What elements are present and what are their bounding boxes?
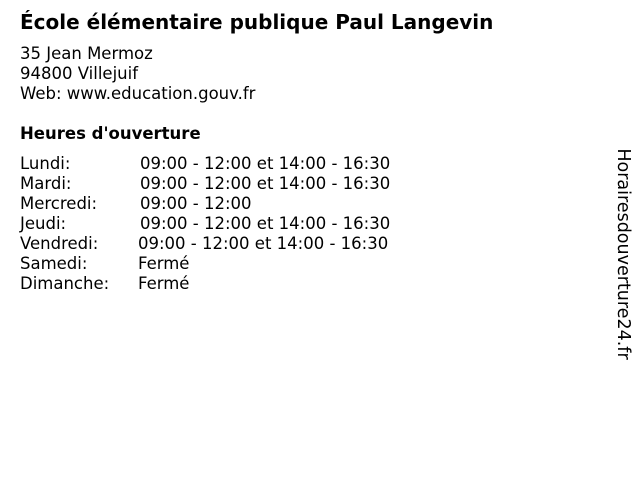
day-label: Lundi: <box>20 154 71 173</box>
time-value: 09:00 - 12:00 et 14:00 - 16:30 <box>140 154 391 173</box>
hours-row-tuesday <box>20 174 440 194</box>
day-label: Mardi: <box>20 174 72 193</box>
hours-row-monday <box>20 154 440 174</box>
hours-row-wednesday <box>20 194 440 214</box>
time-value: 09:00 - 12:00 <box>140 194 252 213</box>
time-value: 09:00 - 12:00 et 14:00 - 16:30 <box>140 214 391 233</box>
opening-hours-heading: Heures d'ouverture <box>20 124 201 143</box>
hours-row-saturday <box>20 254 440 274</box>
address-block <box>20 44 255 104</box>
day-label: Jeudi: <box>20 214 67 233</box>
hours-row-sunday <box>20 274 440 294</box>
day-label: Mercredi: <box>20 194 98 213</box>
time-value: 09:00 - 12:00 et 14:00 - 16:30 <box>138 234 389 253</box>
day-label: Samedi: <box>20 254 88 273</box>
day-label: Vendredi: <box>20 234 99 253</box>
time-value: 09:00 - 12:00 et 14:00 - 16:30 <box>140 174 391 193</box>
time-value: Fermé <box>138 254 190 273</box>
day-label: Dimanche: <box>20 274 110 293</box>
address-city: 94800 Villejuif <box>20 64 138 83</box>
page-title: École élémentaire publique Paul Langevin <box>20 10 494 34</box>
website-link[interactable]: Web: www.education.gouv.fr <box>20 84 256 103</box>
site-watermark: Horairesdouverture24.fr <box>613 148 633 360</box>
hours-row-friday <box>20 234 440 254</box>
address-street: 35 Jean Mermoz <box>20 44 153 63</box>
opening-hours-table <box>20 154 440 294</box>
hours-row-thursday <box>20 214 440 234</box>
time-value: Fermé <box>138 274 190 293</box>
